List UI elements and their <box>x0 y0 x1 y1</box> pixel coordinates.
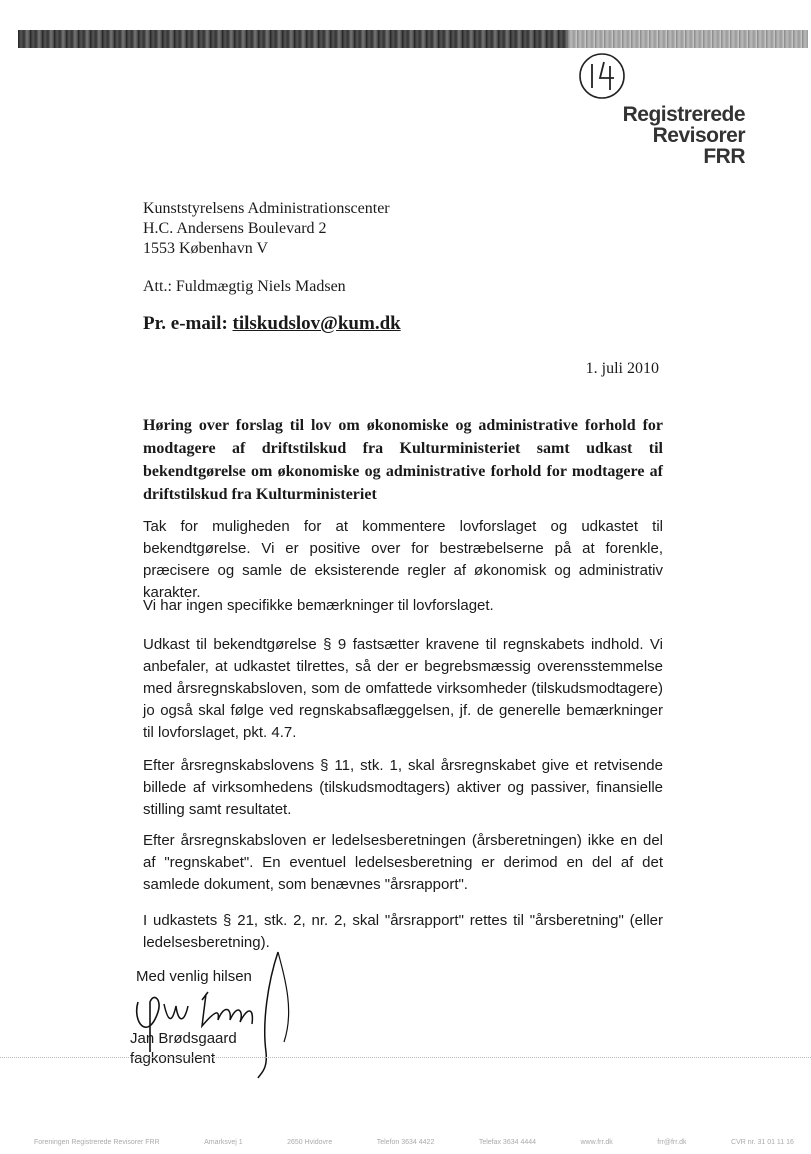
footer-fax: Telefax 3634 4444 <box>478 1139 537 1146</box>
body-paragraph-6: I udkastets § 21, stk. 2, nr. 2, skal "årsrapport" rettes til "årsberetning" (eller ledelsesberetning). <box>143 912 663 951</box>
letterhead-footer <box>34 1139 794 1146</box>
body-paragraph-2: Vi har ingen specifikke bemærkninger til lovforslaget. <box>143 597 494 614</box>
recipient-line-3: 1553 København V <box>143 240 269 257</box>
letter-date: 1. juli 2010 <box>585 360 659 377</box>
signer-title: fagkonsulent <box>130 1050 216 1067</box>
logo-line-3: FRR <box>703 145 745 168</box>
logo-line-2: Revisorer <box>652 124 745 147</box>
footer-divider <box>0 1057 811 1058</box>
attention-line: Att.: Fuldmægtig Niels Madsen <box>143 278 346 295</box>
footer-city: 2650 Hvidovre <box>287 1139 333 1146</box>
body-paragraph-1: Tak for muligheden for at kommentere lovforslaget og udkastet til bekendtgørelse. Vi er positive over for bestræbelserne på at forenkle, præcisere og samle de eksisterende regler af økonomisk og administrativ karakter. <box>143 518 663 601</box>
body-paragraph-5: Efter årsregnskabsloven er ledelsesberetningen (årsberetningen) ikke en del af "regnskabet". En eventuel ledelsesberetning er derimod en del af det samlede dokument, som benævnes "årsrapport". <box>143 832 663 893</box>
recipient-address <box>143 199 390 259</box>
footer-street: Amarksvej 1 <box>204 1139 243 1146</box>
recipient-line-2: H.C. Andersens Boulevard 2 <box>143 220 327 237</box>
signer-block <box>130 1029 237 1069</box>
logo-line-1: Registrerede <box>622 103 745 126</box>
footer-phone: Telefon 3634 4422 <box>376 1139 435 1146</box>
email-address-link[interactable]: tilskudslov@kum.dk <box>232 313 401 334</box>
footer-cvr: CVR nr. 31 01 11 16 <box>731 1139 794 1146</box>
footer-org: Foreningen Registrerede Revisorer FRR <box>34 1139 160 1146</box>
closing-greeting: Med venlig hilsen <box>136 968 252 985</box>
subject-heading: Høring over forslag til lov om økonomiske og administrative forhold for modtagere af driftstilskud fra Kulturministeriet samt udkast til bekendtgørelse om økonomiske og administrative forhold for modtagere af driftstilskud fra Kulturministeriet <box>143 417 663 503</box>
recipient-line-1: Kunststyrelsens Administrationscenter <box>143 200 390 217</box>
signer-name: Jan Brødsgaard <box>130 1030 237 1047</box>
handwritten-number-stamp <box>574 50 634 102</box>
email-prefix: Pr. e-mail: <box>143 313 233 334</box>
body-paragraph-3: Udkast til bekendtgørelse § 9 fastsætter kravene til regnskabets indhold. Vi anbefaler, at udkastet tilrettes, så der er begrebsmæssig overensstemmelse med årsregnskabsloven, som de omfattede virksomheder (tilskudsmodtagere) jo også skal følge ved regnskabsaflæggelsen, jf. de generelle bemærkninger til lovforslaget, pkt. 4.7. <box>143 636 663 741</box>
frr-logo <box>623 104 745 167</box>
footer-email: frr@frr.dk <box>657 1139 687 1146</box>
scan-header-bar <box>18 30 808 48</box>
email-line <box>143 313 401 335</box>
body-paragraph-4: Efter årsregnskabslovens § 11, stk. 1, skal årsregnskabet give et retvisende billede af virksomhedens (tilskudsmodtagers) aktiver og passiver, finansielle stilling samt resultatet. <box>143 757 663 818</box>
footer-website: www.frr.dk <box>580 1139 613 1146</box>
